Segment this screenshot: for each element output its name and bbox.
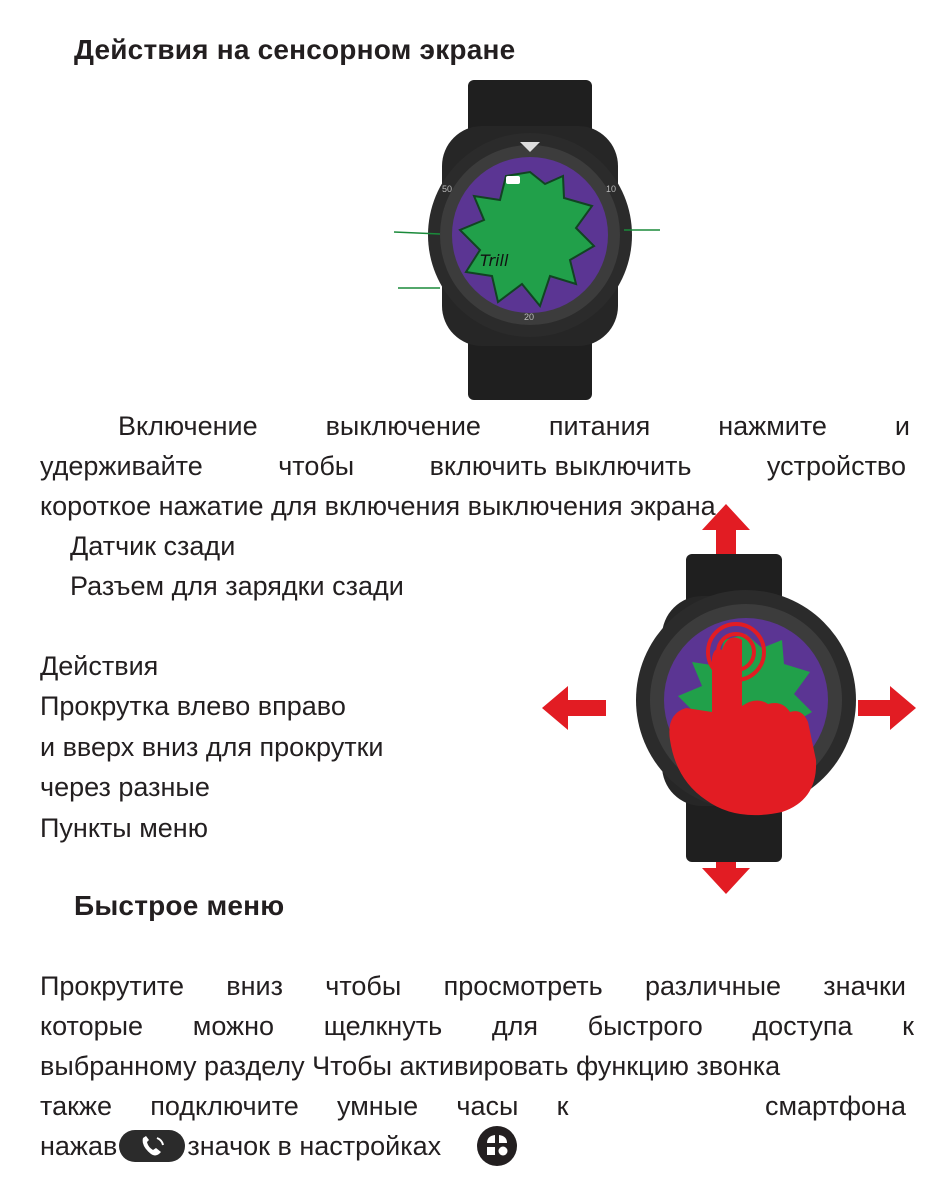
smartwatch-illustration (380, 80, 680, 400)
power-line-1: Включение выключение питания нажмите и (118, 411, 910, 441)
arrow-right-icon (858, 686, 916, 730)
quick-line-4: также подключите умные часы к смартфона (40, 1091, 906, 1121)
bezel-mark: 10 (606, 184, 617, 194)
quick-line-3: выбранному разделу Чтобы активировать функцию звонка (40, 1051, 781, 1081)
quick-line-1: Прокрутите вниз чтобы просмотреть различные значки (40, 971, 906, 1001)
actions-line: Пункты меню (40, 813, 208, 843)
bezel-mark: 20 (524, 312, 535, 322)
actions-line: через разные (40, 772, 210, 802)
swipe-gesture-illustration (536, 500, 926, 900)
power-line-3: короткое нажатие для включения выключения экрана (40, 491, 716, 521)
actions-line: и вверх вниз для прокрутки (40, 732, 384, 762)
section-title-quick-menu: Быстрое меню (74, 890, 285, 921)
bezel-mark: 50 (442, 184, 453, 194)
section-title-touch-actions: Действия на сенсорном экране (74, 34, 516, 65)
actions-line: Прокрутка влево вправо (40, 691, 346, 721)
settings-grid-icon (457, 1124, 527, 1168)
sensor-text: Датчик сзади (70, 531, 236, 561)
watch-brand-logo: Trill (480, 251, 509, 270)
arrow-left-icon (542, 686, 606, 730)
actions-line: Действия (40, 651, 159, 681)
charger-text: Разъем для зарядки сзади (70, 571, 404, 601)
quick-line-5: нажав значок в настройках (40, 1124, 527, 1168)
power-line-2: удерживайте чтобы включить выключить устройство (40, 451, 906, 481)
phone-icon (117, 1126, 187, 1166)
quick-line-2: которые можно щелкнуть для быстрого доступа к (40, 1011, 914, 1041)
